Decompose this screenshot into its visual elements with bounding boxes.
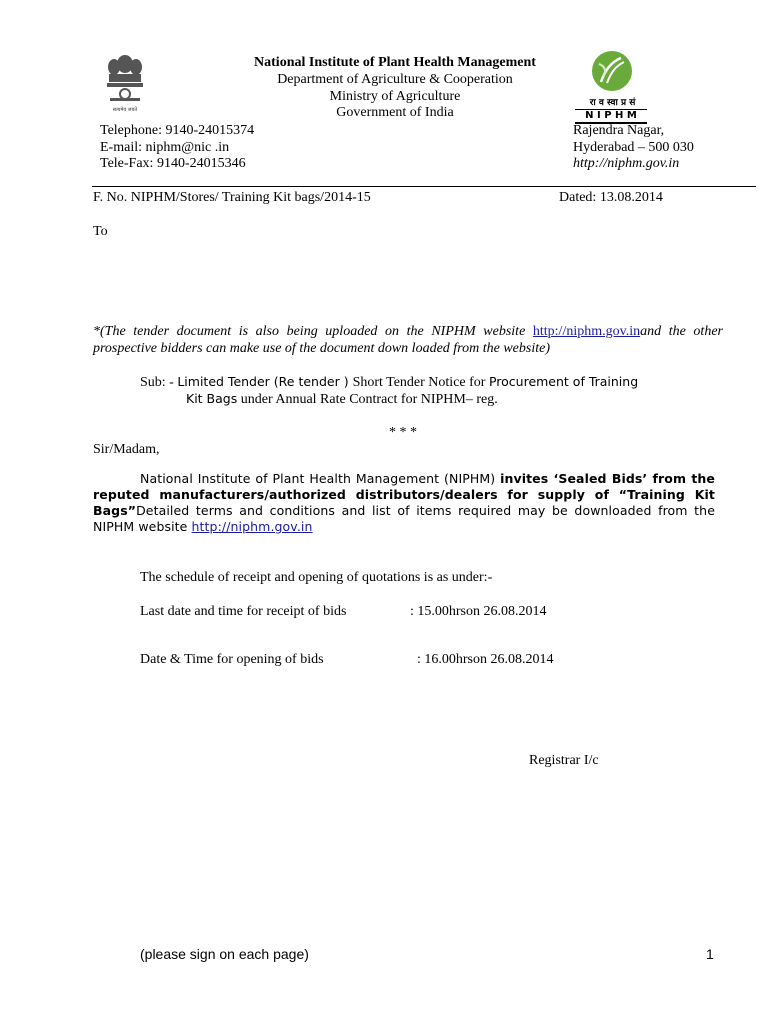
notice-prefix: *(The tender document is also being uploaded on the NIPHM website (93, 324, 533, 339)
body-part1: National Institute of Plant Health Management (NIPHM) (140, 471, 501, 486)
dated: Dated: 13.08.2014 (559, 190, 663, 205)
leaf-logo-icon (591, 50, 633, 92)
logo-text: N I P H M (575, 109, 647, 124)
subject-label: Sub: - (140, 375, 178, 390)
department-name: Department of Agriculture & Cooperation (277, 72, 513, 87)
file-number: F. No. NIPHM/Stores/ Training Kit bags/2014-15 (93, 190, 371, 205)
logo-hindi-text: रा व स्वा प्र सं (589, 98, 636, 108)
subject-line2 (186, 390, 498, 408)
notice-link[interactable]: http://niphm.gov.in (532, 324, 641, 339)
email: E-mail: niphm@nic .in (100, 140, 230, 155)
niphm-logo (575, 50, 650, 120)
header-divider (92, 186, 756, 187)
opening-value: : 16.00hrson 26.08.2014 (417, 652, 554, 667)
state-emblem (100, 50, 150, 112)
government-name: Government of India (336, 105, 454, 120)
address-line1: Rajendra Nagar, (573, 123, 665, 138)
telefax: Tele-Fax: 9140-24015346 (100, 156, 246, 171)
signatory: Registrar I/c (529, 753, 599, 768)
institute-name: National Institute of Plant Health Management (254, 55, 536, 70)
schedule-intro: The schedule of receipt and opening of quotations is as under:- (140, 570, 493, 585)
telephone: Telephone: 9140-24015374 (100, 123, 255, 138)
notice-suffix: and the other prospective bidders can make use of the document down loaded from the website) (93, 324, 723, 356)
subject-part3: Procurement of Training (488, 374, 639, 389)
opening-label: Date & Time for opening of bids (140, 652, 324, 667)
subject-part2: Short Tender Notice for (352, 375, 489, 390)
page-number: 1 (706, 946, 714, 962)
receipt-value: : 15.00hrson 26.08.2014 (410, 604, 547, 619)
footer-note: (please sign on each page) (140, 946, 309, 962)
body-part2: invites ‘Sealed Bids’ from the reputed manufacturers/authorized distributors/dealers for supply of “Training Kit Bags” (93, 471, 716, 518)
body-link[interactable]: http://niphm.gov.in (191, 519, 313, 534)
subject-part1: Limited Tender (Re tender ) (177, 374, 353, 389)
separator-stars: * * * (389, 425, 417, 440)
address-line2: Hyderabad – 500 030 (573, 140, 694, 155)
upload-notice (93, 323, 723, 357)
receipt-label: Last date and time for receipt of bids (140, 604, 347, 619)
subject (140, 373, 720, 391)
salutation: Sir/Madam, (93, 442, 160, 457)
body-part3: Detailed terms and conditions and list of items required may be downloaded from the NIPHM website (93, 503, 715, 534)
subject-part4: Kit Bags (186, 391, 238, 406)
emblem-caption: सत्यमेव जयते (112, 107, 138, 113)
subject-part5: under Annual Rate Contract for NIPHM– reg. (237, 392, 498, 407)
website: http://niphm.gov.in (573, 156, 680, 171)
to-label: To (93, 224, 108, 239)
body-paragraph (93, 471, 715, 535)
ministry-name: Ministry of Agriculture (329, 89, 461, 104)
lion-capital-icon (100, 50, 150, 102)
